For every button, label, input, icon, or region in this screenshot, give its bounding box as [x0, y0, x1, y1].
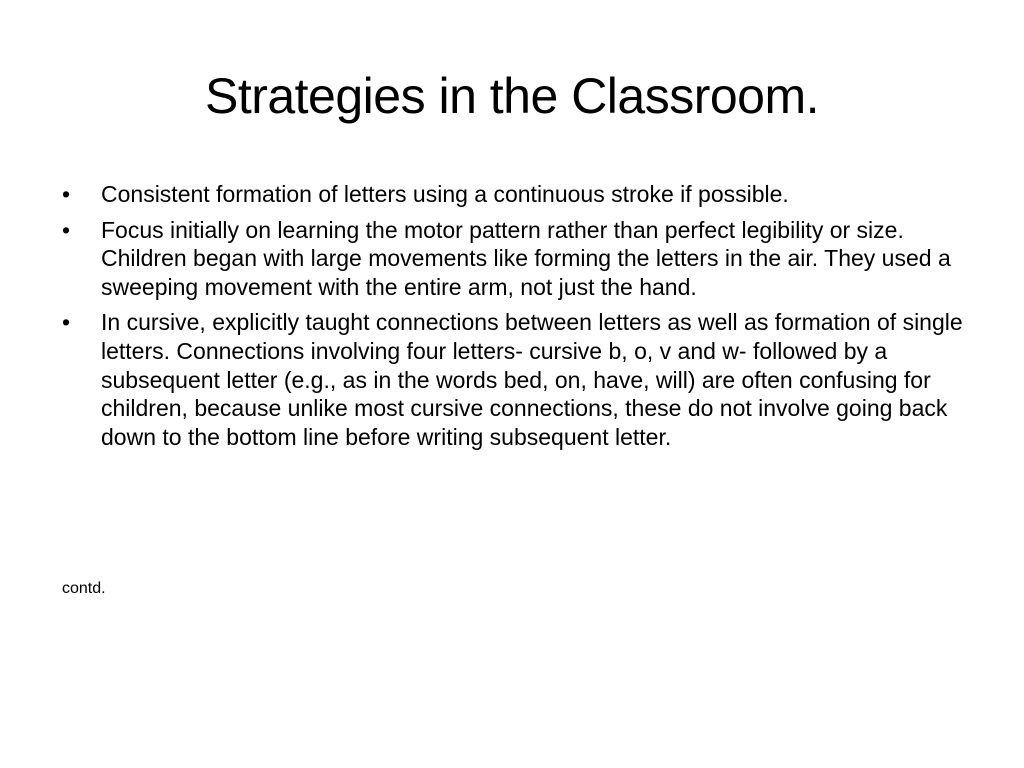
bullet-item — [62, 180, 972, 209]
slide-title: Strategies in the Classroom. — [204, 68, 820, 124]
bullet-text: In cursive, explicitly taught connections between letters as well as formation of single letters. Connections involving four letters- cursive b, o, v and w- followed by a subsequent letter (e.g., as in the words bed, on, have, will) are often confusing for children, because unlike most cursive connections, these do not involve going back down to the bottom line before writing subsequent letter. — [101, 309, 963, 450]
bullet-text: Focus initially on learning the motor pattern rather than perfect legibility or size. Children began with large movements like forming the letters in the air. They used a sweeping movement with the entire arm, not just the hand. — [101, 216, 951, 300]
bullet-list — [62, 180, 972, 458]
bullet-icon: • — [62, 181, 71, 207]
bullet-item — [62, 216, 972, 302]
bullet-item — [62, 308, 972, 451]
bullet-icon: • — [62, 216, 71, 243]
bullet-icon: • — [62, 309, 71, 336]
continued-note: contd. — [62, 580, 106, 597]
bullet-text: Consistent formation of letters using a continuous stroke if possible. — [101, 181, 789, 207]
